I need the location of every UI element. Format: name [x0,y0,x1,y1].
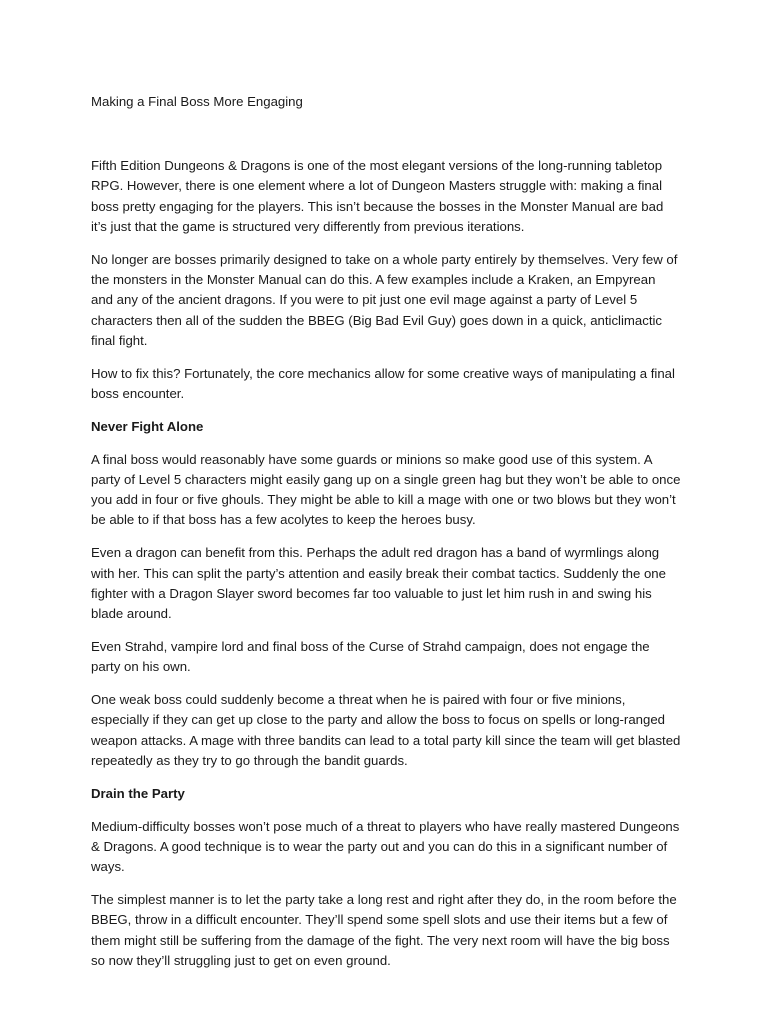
paragraph: Medium-difficulty bosses won’t pose much of a threat to players who have really mastered Dungeons & Dragons. A good technique is to wear the party out and you can do this in a significant number of ways. [91,818,680,875]
paragraph: Fifth Edition Dungeons & Dragons is one of the most elegant versions of the long-running tabletop RPG. However, there is one element where a lot of Dungeon Masters struggle with: making a final boss pretty engaging for the players. This isn’t because the bosses in the Monster Manual are bad it’s just that the game is structured very differently from previous iterations. [91,158,664,234]
section-heading: Drain the Party [91,785,185,801]
document-title: Making a Final Boss More Engaging [91,94,303,109]
paragraph: Even a dragon can benefit from this. Perhaps the adult red dragon has a band of wyrmlings along with her. This can split the party’s attention and easily break their combat tactics. Suddenly the one fighter with a Dragon Slayer sword becomes far too valuable to just let him rush in and swing his blade around. [91,545,666,622]
section-heading: Never Fight Alone [91,418,204,434]
paragraph: A final boss would reasonably have some guards or minions so make good use of this system. A party of Level 5 characters might easily gang up on a single green hag but they won’t be able to once you add in four or five ghouls. They might be able to kill a mage with one or two blows but they won’t be able to if that boss has a few acolytes to keep the heroes busy. [91,451,681,528]
paragraph: No longer are bosses primarily designed to take on a whole party entirely by themselves. Very few of the monsters in the Monster Manual can do this. A few examples include a Kraken, an Empyrean and any of the ancient dragons. If you were to pit just one evil mage against a party of Level 5 characters then all of the sudden the BBEG (Big Bad Evil Guy) goes down in a quick, anticlimactic final fight. [91,251,678,348]
paragraph: Even Strahd, vampire lord and final boss of the Curse of Strahd campaign, does not engage the party on his own. [91,638,650,675]
paragraph: One weak boss could suddenly become a threat when he is paired with four or five minions, especially if they can get up close to the party and allow the boss to focus on spells or long-ranged weapon attacks. A mage with three bandits can lead to a total party kill since the team will get blasted repeatedly as they try to go through the bandit guards. [91,692,681,768]
paragraph: The simplest manner is to let the party take a long rest and right after they do, in the room before the BBEG, throw in a difficult encounter. They’ll spend some spell slots and use their items but a few of them might still be suffering from the damage of the fight. The very next room will have the big boss so now they’ll struggling just to get on even ground. [91,891,677,968]
paragraph: How to fix this? Fortunately, the core mechanics allow for some creative ways of manipulating a final boss encounter. [91,365,675,401]
document-body [91,156,681,984]
